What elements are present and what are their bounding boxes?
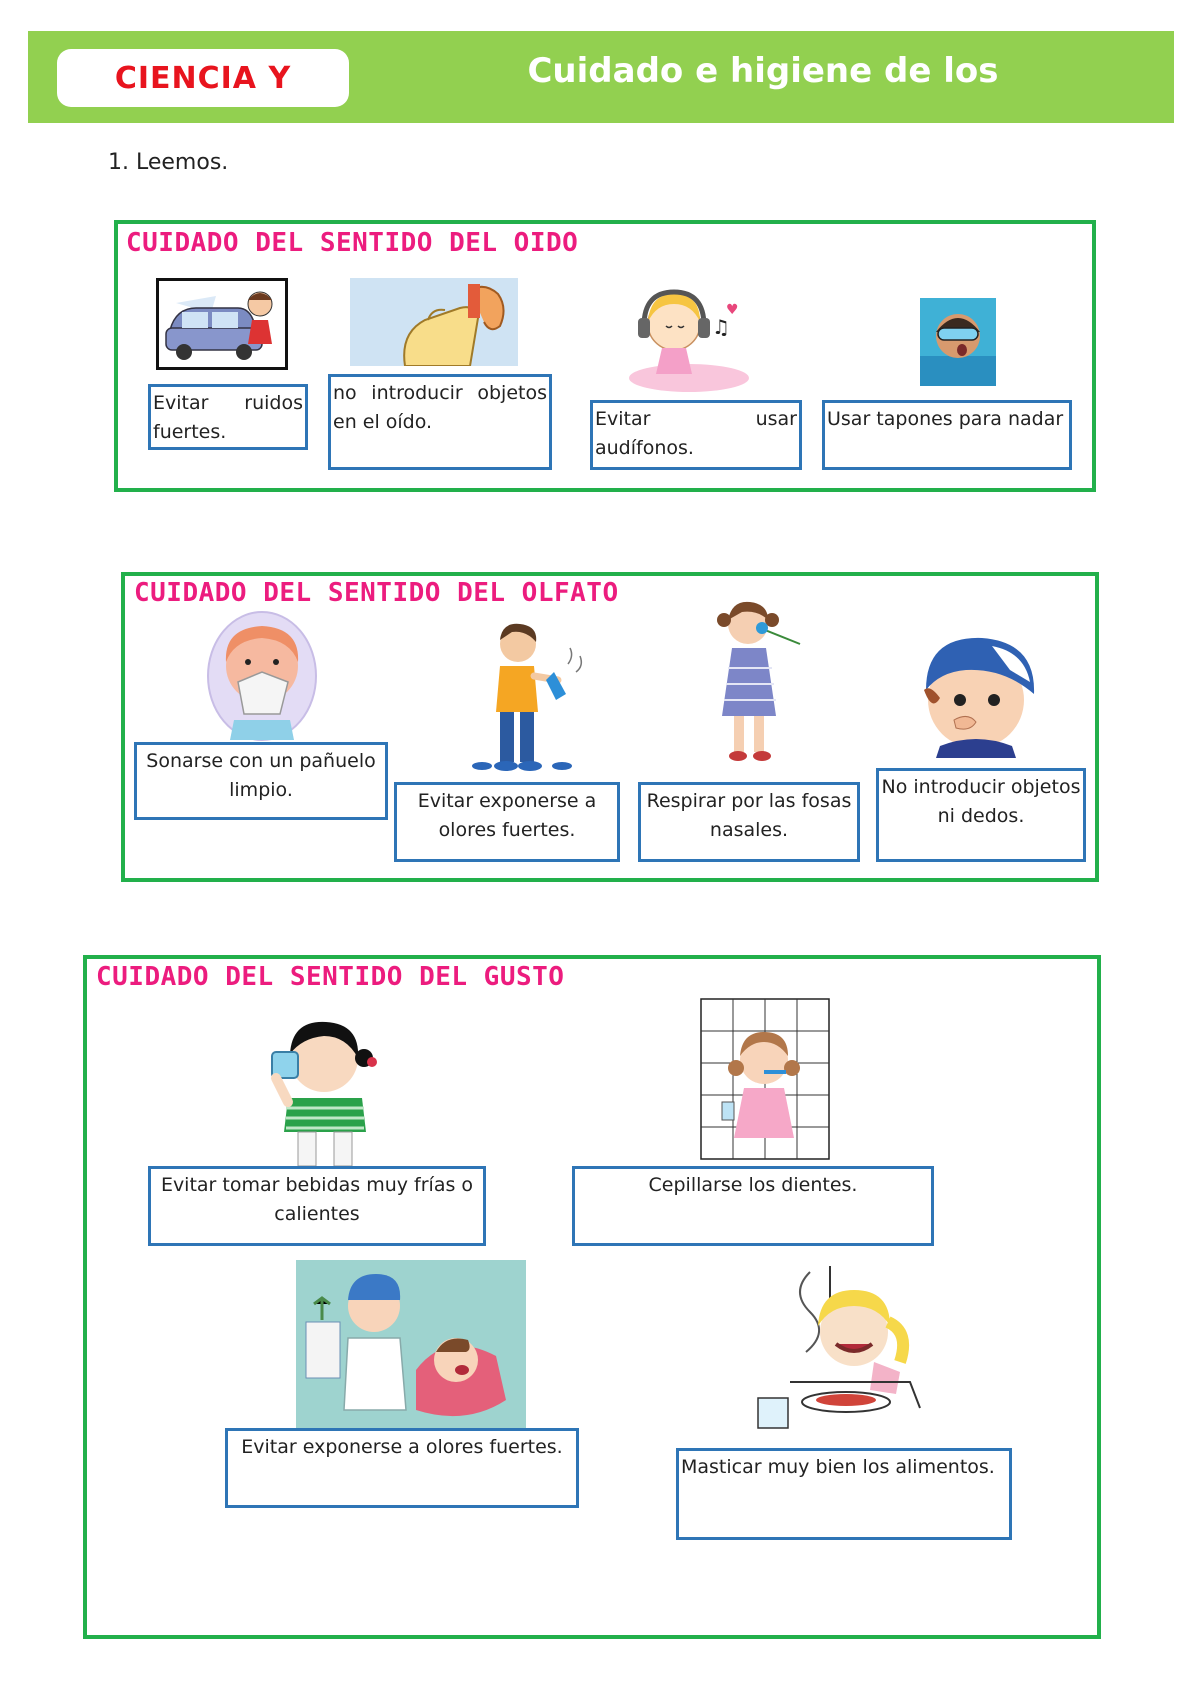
hearing-caption-4: Usar tapones para nadar [822, 400, 1072, 470]
svg-text:♥: ♥ [726, 302, 739, 318]
taste-caption-1: Evitar tomar bebidas muy frías o calientes [148, 1166, 486, 1246]
section-hearing-title: CUIDADO DEL SENTIDO DEL OIDO [126, 228, 579, 258]
header-banner [28, 31, 1174, 123]
hearing-caption-3: Evitar usar audífonos. [590, 400, 802, 470]
smell-caption-2: Evitar exponerse a olores fuertes. [394, 782, 620, 862]
smell-caption-1: Sonarse con un pañuelo limpio. [134, 742, 388, 820]
blowing-nose-illustration [204, 610, 324, 742]
page-title: Cuidado e higiene de los [527, 51, 999, 91]
svg-text:♫: ♫ [712, 315, 730, 339]
hearing-caption-2: no introducir objetos en el oído. [328, 374, 552, 470]
drinking-girl-illustration [246, 1014, 396, 1166]
taste-caption-4: Masticar muy bien los alimentos. [676, 1448, 1012, 1540]
brushing-teeth-illustration [700, 998, 830, 1160]
hearing-caption-1: Evitar ruidos fuertes. [148, 384, 308, 450]
covering-nose-illustration [906, 628, 1046, 758]
section-smell-title: CUIDADO DEL SENTIDO DEL OLFATO [134, 578, 619, 608]
instruction-text: 1. Leemos. [108, 150, 229, 175]
bad-smell-illustration [466, 620, 586, 776]
car-noise-illustration [156, 278, 288, 370]
subject-label: CIENCIA Y [57, 49, 349, 107]
smelling-flower-illustration [704, 598, 814, 764]
smell-caption-3: Respirar por las fosas nasales. [638, 782, 860, 862]
smell-caption-4: No introducir objetos ni dedos. [876, 768, 1086, 862]
eating-girl-illustration [750, 1262, 926, 1442]
dentist-illustration [296, 1260, 526, 1428]
taste-caption-2: Cepillarse los dientes. [572, 1166, 934, 1246]
headphones-girl-illustration [626, 282, 752, 392]
section-taste-title: CUIDADO DEL SENTIDO DEL GUSTO [96, 962, 565, 992]
taste-caption-3: Evitar exponerse a olores fuertes. [225, 1428, 579, 1508]
swimmer-illustration [920, 298, 996, 386]
ear-object-illustration [350, 278, 518, 366]
